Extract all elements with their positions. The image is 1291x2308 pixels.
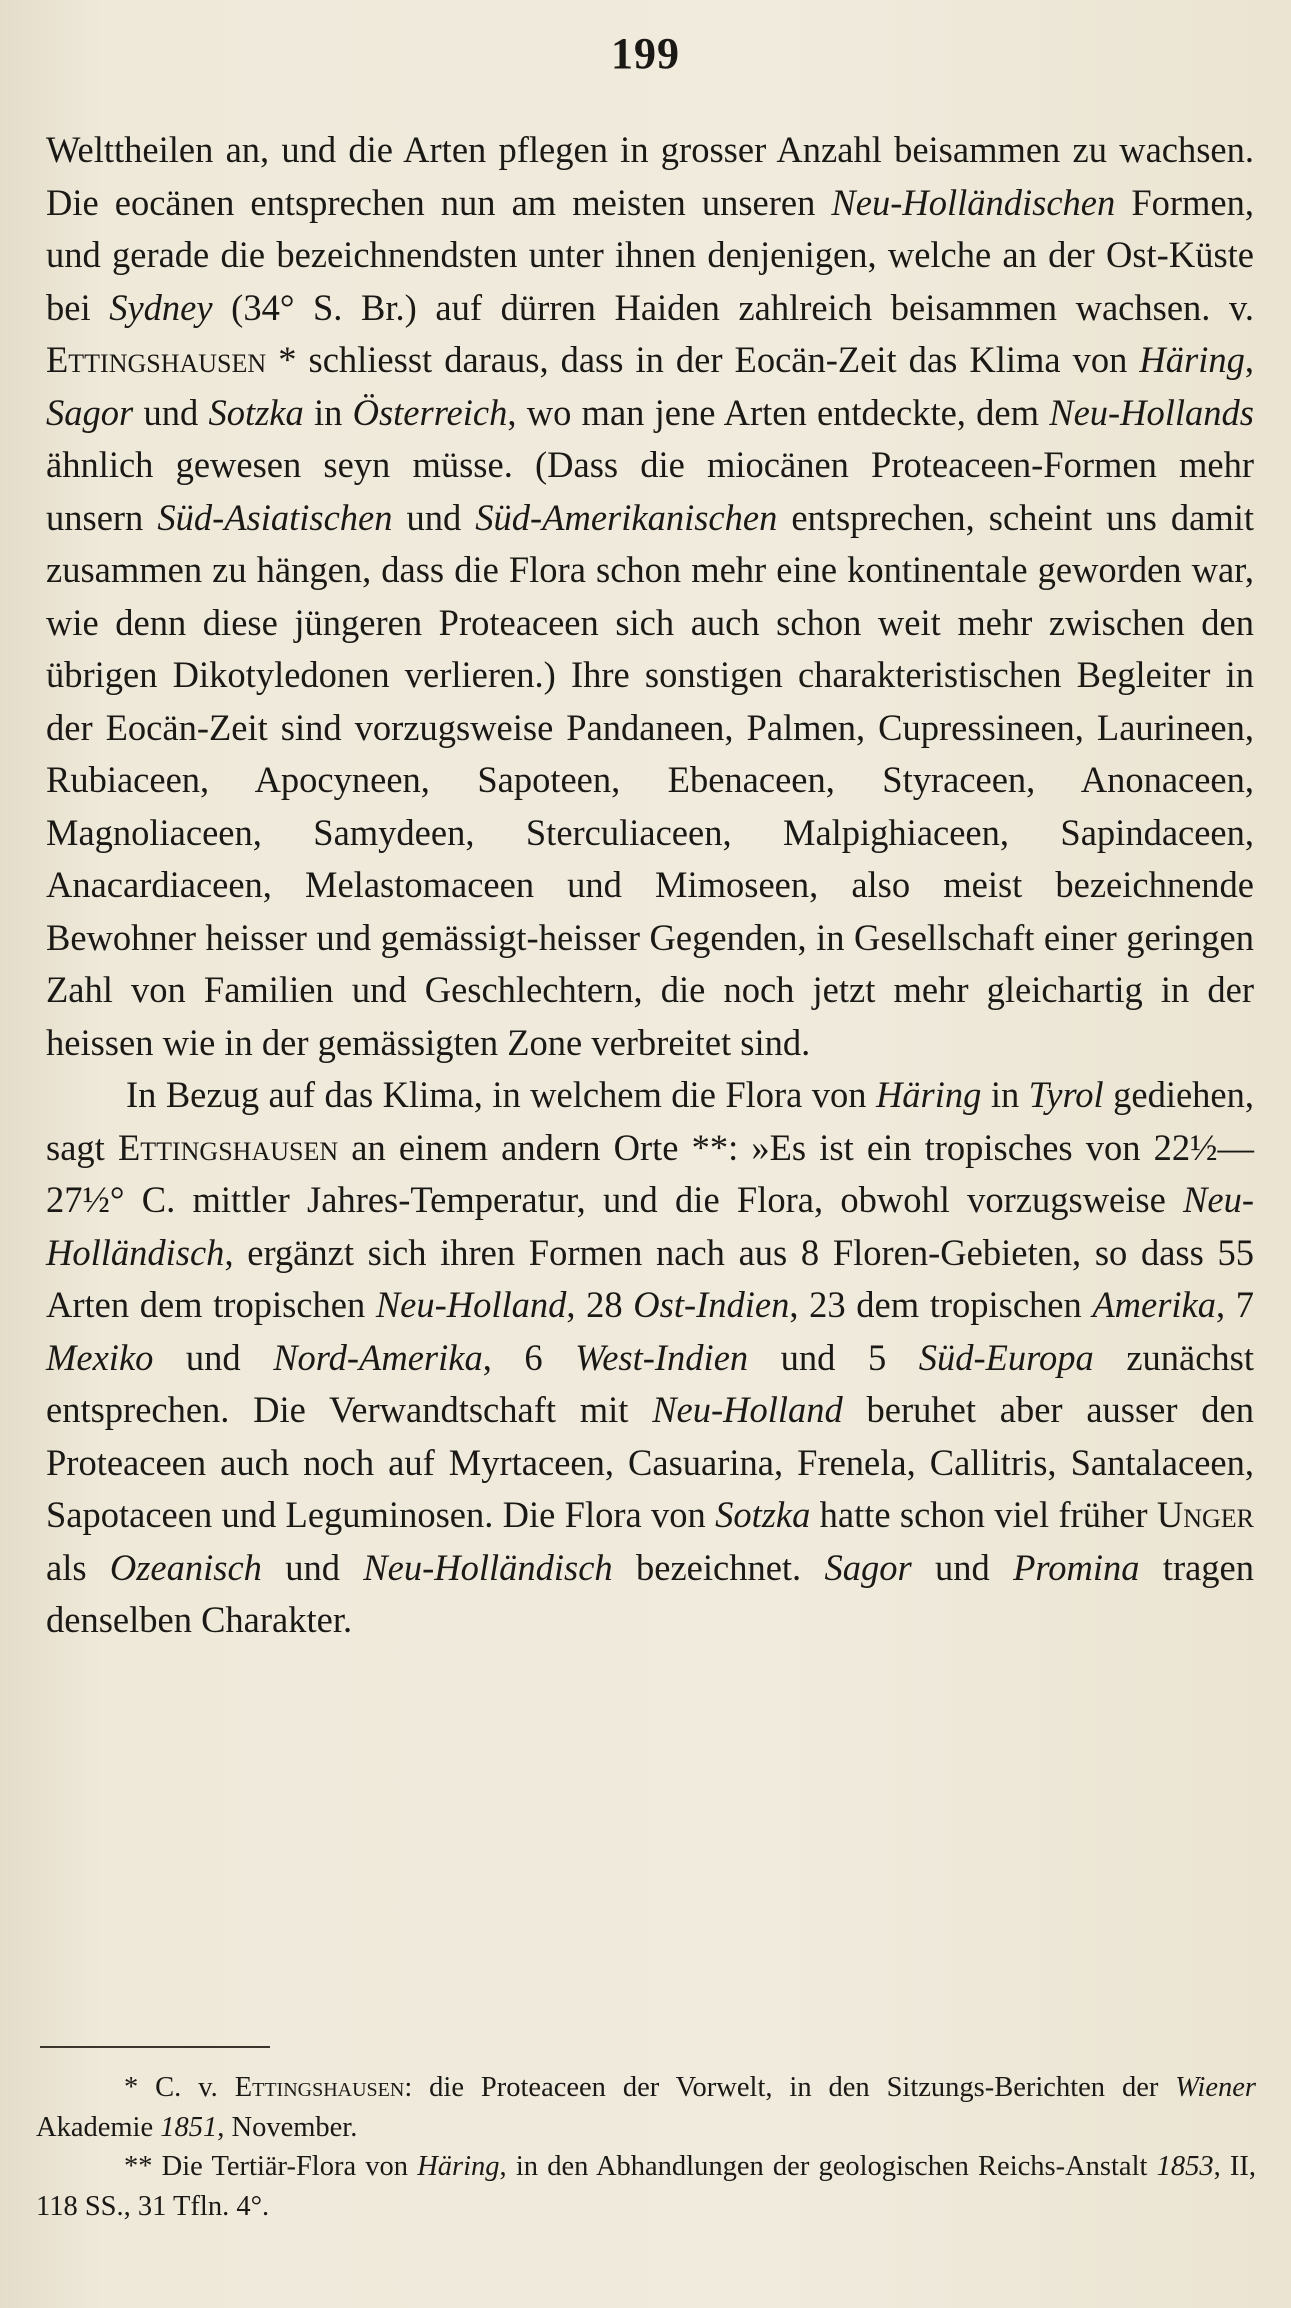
italic-term: Süd-Europa	[918, 1336, 1094, 1378]
text-run: und	[911, 1546, 1014, 1588]
italic-term: 1851	[160, 2111, 218, 2143]
paragraph	[46, 124, 1254, 1069]
text-run: und	[261, 1546, 364, 1588]
text-run: an einem andern Orte **: »Es ist ein tropisches von 22½—27½° C. mittler Jahres-Temperatur, und die Flora, obwohl vorzugsweise	[46, 1126, 1254, 1220]
text-run: und	[133, 391, 209, 433]
text-run: , in den Abhandlungen der geologischen Reichs-Anstalt	[499, 2151, 1157, 2182]
text-run: hatte schon viel früher	[810, 1494, 1157, 1535]
italic-term: Neu-Holländisch	[363, 1546, 613, 1588]
author-name: Ettingshausen	[117, 1126, 339, 1168]
italic-term: Häring	[875, 1074, 982, 1115]
text-run: , wo man jene Arten entdeckte, dem	[507, 391, 1050, 433]
text-run: in	[303, 391, 353, 433]
italic-term: Neu-Hollands	[1049, 391, 1255, 433]
italic-term: Ost-Indien	[633, 1284, 790, 1325]
italic-term: Sotzka	[715, 1494, 811, 1535]
text-run: entsprechen, scheint uns damit zusammen zu hängen, dass die Flora schon mehr eine kontinentale geworden war, wie denn diese jüngeren Proteaceen sich auch schon weit mehr zwischen den übrigen Dikotyledonen verlieren.) Ihre sonstigen charakteristischen Begleiter in der Eocän-Zeit sind vorzugsweise Pandaneen, Palmen, Cupressineen, Laurineen, Rubiaceen, Apocyneen, Sapoteen, Ebenaceen, Styraceen, Anonaceen, Magnoliaceen, Samydeen, Sterculiaceen, Malpighiaceen, Sapindaceen, Anacardiaceen, Melastomaceen und Mimoseen, also meist bezeichnende Bewohner heisser und gemässigt-heisser Gegenden, in Gesellschaft einer geringen Zahl von Familien und Geschlechtern, die noch jetzt mehr gleichartig in der heissen wie in der gemässigten Zone verbreitet sind.	[46, 496, 1255, 1063]
text-run: * C. v.	[124, 2072, 235, 2103]
text-run: , November.	[217, 2111, 358, 2143]
page-number: 199	[611, 29, 680, 78]
paragraph	[46, 1069, 1254, 1647]
italic-term: Mexiko	[46, 1336, 154, 1378]
author-name: Ettingshausen	[234, 2072, 405, 2103]
footnote	[36, 2147, 1256, 2226]
italic-term: West-Indien	[575, 1336, 749, 1378]
text-run: , 28	[566, 1284, 634, 1325]
italic-term: Ozeanisch	[109, 1546, 262, 1588]
italic-term: Amerika	[1092, 1284, 1217, 1325]
italic-term: Sagor	[46, 391, 134, 433]
italic-term: Sotzka	[208, 391, 304, 433]
italic-term: Nord-Amerika	[273, 1336, 483, 1378]
text-run: Welttheilen an, und die Arten pflegen in grosser Anzahl beisammen zu wachsen. Die eocänen entsprechen nun am meisten unseren	[46, 129, 1254, 223]
text-run: und 5	[748, 1336, 919, 1378]
italic-term: Tyrol	[1028, 1074, 1104, 1115]
text-run: und	[153, 1336, 274, 1378]
text-run: beruhet aber ausser den Proteaceen auch noch auf Myrtaceen, Casuarina, Frenela, Callitris, Santalaceen, Sapotaceen und Leguminosen. Die Flora von	[46, 1389, 1254, 1535]
text-run: gediehen, sagt	[46, 1074, 1254, 1168]
italic-term: 1853	[1156, 2151, 1214, 2182]
italic-term: Wiener	[1175, 2072, 1256, 2103]
text-run: ** Die Tertiär-Flora von	[124, 2151, 418, 2182]
text-run: bezeichnet.	[612, 1546, 825, 1588]
text-run: Akademie	[36, 2111, 161, 2143]
italic-term: Süd-Amerikanischen	[475, 496, 778, 538]
italic-term: Österreich	[352, 391, 508, 433]
text-run: ähnlich gewesen seyn müsse. (Dass die miocänen Proteaceen-Formen mehr unsern	[46, 444, 1254, 538]
text-run: ,	[1244, 339, 1254, 380]
text-run: zunächst entsprechen. Die Verwandtschaft mit	[46, 1336, 1255, 1430]
italic-term: Neu-Holländischen	[831, 181, 1116, 223]
text-run: In Bezug auf das Klima, in welchem die Flora von	[126, 1074, 876, 1115]
italic-term: Häring	[1139, 339, 1245, 380]
text-run: (34° S. Br.) auf dürren Haiden zahlreich beisammen wachsen. v.	[212, 286, 1255, 328]
footnote-divider	[40, 2046, 270, 2048]
text-run: und	[392, 496, 476, 538]
text-run: , 23 dem tropischen	[789, 1284, 1093, 1325]
text-run: * schliesst daraus, dass in der Eocän-Zeit das Klima von	[266, 339, 1140, 380]
text-run: , II, 118 SS., 31 Tfln. 4°.	[36, 2151, 1256, 2222]
author-name: Unger	[1156, 1494, 1254, 1535]
text-run: als	[46, 1546, 110, 1588]
italic-term: Sagor	[824, 1546, 912, 1588]
text-run: tragen denselben Charakter.	[46, 1546, 1254, 1640]
italic-term: Sydney	[109, 286, 213, 328]
italic-term: Promina	[1013, 1546, 1140, 1588]
main-text	[46, 124, 1254, 1647]
italic-term: Neu-Holländisch	[46, 1179, 1254, 1273]
text-run: , ergänzt sich ihren Formen nach aus 8 Floren-Gebieten, so dass 55 Arten dem tropischen	[46, 1231, 1254, 1325]
text-run: Formen, und gerade die bezeichnendsten unter ihnen denjenigen, welche an der Ost-Küste bei	[46, 181, 1255, 328]
text-run: , 6	[482, 1336, 576, 1378]
italic-term: Süd-Asiatischen	[157, 496, 393, 538]
italic-term: Häring	[417, 2151, 500, 2182]
text-run: in	[981, 1074, 1029, 1115]
author-name: Ettingshausen	[46, 339, 267, 380]
italic-term: Neu-Holland	[652, 1389, 843, 1430]
footnote	[36, 2068, 1256, 2147]
footnotes	[36, 2068, 1256, 2226]
text-run: , 7	[1216, 1284, 1255, 1325]
text-run: : die Proteaceen der Vorwelt, in den Sitzungs-Berichten der	[404, 2072, 1176, 2103]
italic-term: Neu-Holland	[375, 1284, 567, 1325]
